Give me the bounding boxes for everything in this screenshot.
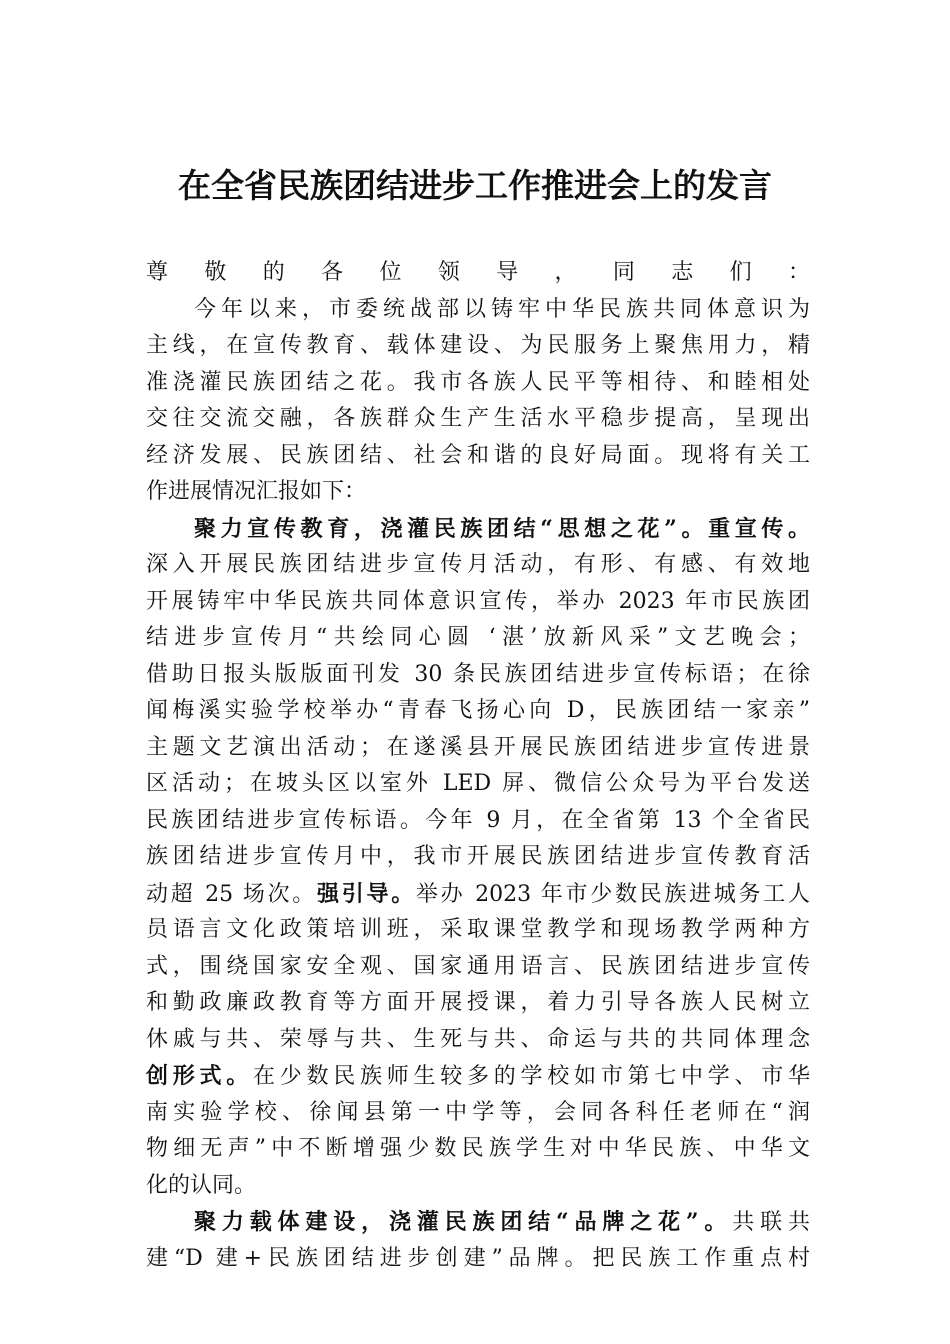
line-text: 物细无声”中不断增强少数民族学生对中华民族、中华文 [146,1136,810,1161]
paragraph-line [146,985,810,1022]
paragraph-line [146,912,810,949]
line-text: 经济发展、民族团结、社会和谐的良好局面。现将有关工 [146,442,810,468]
line-text: 借助日报头版版面刊发 30 条民族团结进步宣传标语；在徐 [146,661,810,687]
section-heading-line [146,1204,810,1241]
section-heading: 聚力载体建设，浇灌民族团结“品牌之花”。 [194,1209,733,1235]
paragraph-line [146,474,810,511]
line-text: 休戚与共、荣辱与共、生死与共、命运与共的共同体理念 [146,1026,810,1052]
paragraph-line [146,1095,810,1132]
line-text: 准浇灌民族团结之花。我市各族人民平等相待、和睦相处 [146,369,810,395]
paragraph-line [146,401,810,438]
paragraph-line [146,328,810,365]
line-text: 结进步宣传月“共绘同心圆 ‘湛’放新风采”文艺晚会； [146,625,810,650]
line-text: 尊敬的各位领导，同志们： [146,260,810,285]
paragraph-line [146,839,810,876]
paragraph-line [146,949,810,986]
paragraph-line [146,584,810,621]
line-text: 主题文艺演出活动；在遂溪县开展民族团结进步宣传进景 [146,734,810,760]
line-text: 动超 25 场次。 [146,881,318,907]
paragraph-line [146,620,810,657]
line-text: 开展铸牢中华民族共同体意识宣传，举办 2023 年市民族团 [146,588,810,614]
paragraph-line [146,1131,810,1168]
paragraph-line [146,693,810,730]
paragraph-line [146,292,810,329]
paragraph-line [146,1058,810,1095]
line-text: 今年以来，市委统战部以铸牢中华民族共同体意识为 [194,296,810,322]
line-text: 闻梅溪实验学校举办“青春飞扬心向 D，民族团结一家亲” [146,698,810,723]
line-text: 和勤政廉政教育等方面开展授课，着力引导各族人民树立 [146,990,810,1015]
paragraph-line [146,438,810,475]
line-text: 民族团结进步宣传标语。今年 9 月，在全省第 13 个全省民 [146,807,810,833]
subheading-inline: 创形式。 [146,1063,253,1089]
salutation-line [146,255,810,292]
paragraph-line [146,876,810,913]
line-text: 交往交流交融，各族群众生产生活水平稳步提高，呈现出 [146,406,810,431]
paragraph-line [146,730,810,767]
section-heading-line [146,511,810,548]
line-text: 区活动；在坡头区以室外 LED 屏、微信公众号为平台发送 [146,771,810,796]
document-body [146,255,810,1277]
paragraph-line [146,547,810,584]
line-text: 共联共 [732,1210,810,1235]
line-text: 员语言文化政策培训班，采取课堂教学和现场教学两种方 [146,917,810,942]
line-text: 深入开展民族团结进步宣传月活动，有形、有感、有效地 [146,552,810,577]
line-text: 化的认同。 [146,1172,257,1198]
paragraph-line [146,657,810,694]
line-text: 作进展情况汇报如下： [146,479,367,504]
paragraph-line [146,803,810,840]
line-text: 族团结进步宣传月中，我市开展民族团结进步宣传教育活 [146,844,810,869]
document-title: 在全省民族团结进步工作推进会上的发言 [178,166,772,205]
line-text: 式，围绕国家安全观、国家通用语言、民族团结进步宣传 [146,953,810,979]
line-text: 在少数民族师生较多的学校如市第七中学、市华 [253,1064,810,1089]
paragraph-line [146,1241,810,1278]
line-text: 南实验学校、徐闻县第一中学等，会同各科任老师在“润 [146,1099,810,1125]
section-heading: 聚力宣传教育，浇灌民族团结“思想之花”。重宣传。 [194,515,810,542]
paragraph-line [146,365,810,402]
subheading-inline: 强引导。 [317,880,416,907]
paragraph-line [146,1022,810,1059]
line-text: 建“D 建+民族团结进步创建”品牌。把民族工作重点村 [146,1245,810,1271]
line-text: 举办 2023 年市少数民族进城务工人 [415,881,810,907]
paragraph-line [146,766,810,803]
line-text: 主线，在宣传教育、载体建设、为民服务上聚焦用力，精 [146,333,810,358]
paragraph-line [146,1168,810,1205]
